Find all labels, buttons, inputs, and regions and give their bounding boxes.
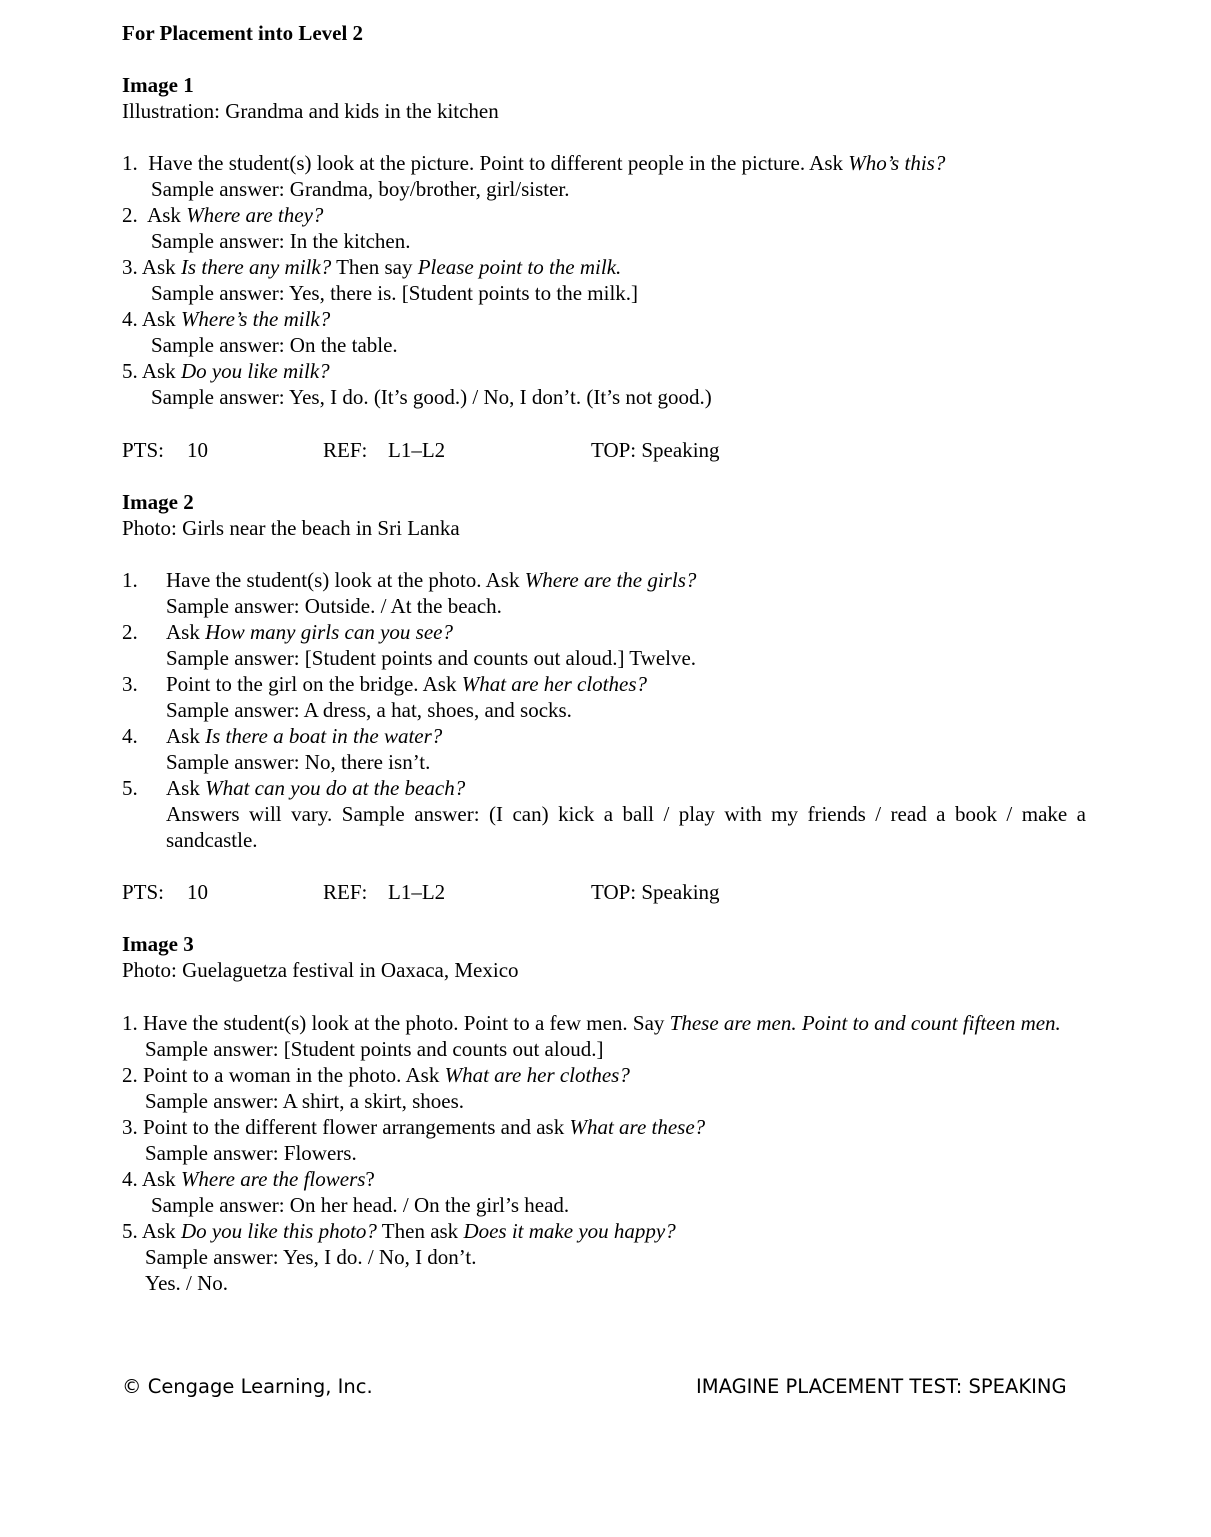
sample-answer: Sample answer: On her head. / On the girl’s head. <box>151 1193 570 1217</box>
sample-answer: Sample answer: Yes, I do. (It’s good.) / No, I don’t. (It’s not good.) <box>151 385 712 409</box>
pts-value: 10 <box>187 438 208 462</box>
list-item: 4. Ask Where’s the milk? <box>122 307 331 331</box>
sample-answer: Sample answer: Yes, there is. [Student points to the milk.] <box>151 281 639 305</box>
image1-questions <box>122 150 1086 410</box>
list-item: 4. Ask Where are the flowers? <box>122 1167 375 1191</box>
image1-title: Image 1 <box>122 73 194 97</box>
image2-title: Image 2 <box>122 490 194 514</box>
image2-section <box>122 489 1086 541</box>
list-item: 1. Have the student(s) look at the photo. Point to a few men. Say These are men. Point to and count fifteen men. <box>122 1011 1061 1035</box>
list-item: 3. Point to the different flower arrangements and ask What are these? <box>122 1115 706 1139</box>
list-item: 2. Point to a woman in the photo. Ask What are her clothes? <box>122 1063 630 1087</box>
list-item: 2. Ask Where are they? <box>122 203 324 227</box>
ref-label: REF: <box>323 880 368 904</box>
sample-answer: Sample answer: No, there isn’t. <box>166 750 431 774</box>
image2-meta <box>122 879 1086 905</box>
image3-caption: Photo: Guelaguetza festival in Oaxaca, Mexico <box>122 958 519 982</box>
list-item: 3. Point to the girl on the bridge. Ask What are her clothes? <box>122 672 648 696</box>
sample-answer: Answers will vary. Sample answer: (I can) kick a ball / play with my friends / read a book / make a sandcastle. <box>166 802 1086 852</box>
footer-title: IMAGINE PLACEMENT TEST: SPEAKING <box>696 1375 1067 1398</box>
image1-meta <box>122 437 1086 463</box>
pts-value: 10 <box>187 880 208 904</box>
footer-copyright: © Cengage Learning, Inc. <box>122 1375 373 1398</box>
sample-answer: Sample answer: [Student points and counts out aloud.] <box>145 1037 604 1061</box>
sample-answer: Sample answer: A shirt, a skirt, shoes. <box>145 1089 465 1113</box>
list-item: 3. Ask Is there any milk? Then say Please point to the milk. <box>122 255 622 279</box>
topic-label: TOP: Speaking <box>591 438 720 462</box>
ref-value: L1–L2 <box>388 438 446 462</box>
list-item: 1. Have the student(s) look at the photo. Ask Where are the girls? <box>122 568 697 592</box>
page-header: For Placement into Level 2 <box>122 21 364 45</box>
image2-caption: Photo: Girls near the beach in Sri Lanka <box>122 516 460 540</box>
image3-section <box>122 931 1086 983</box>
sample-answer: Sample answer: Yes, I do. / No, I don’t. <box>145 1245 477 1269</box>
image3-title: Image 3 <box>122 932 194 956</box>
ref-value: L1–L2 <box>388 880 446 904</box>
pts-label: PTS: <box>122 438 165 462</box>
pts-label: PTS: <box>122 880 165 904</box>
list-item: 5. Ask What can you do at the beach? <box>122 776 466 800</box>
sample-answer: Sample answer: In the kitchen. <box>151 229 411 253</box>
sample-answer: Sample answer: A dress, a hat, shoes, and socks. <box>166 698 572 722</box>
sample-answer: Sample answer: Flowers. <box>145 1141 357 1165</box>
list-item: 5. Ask Do you like this photo? Then ask Does it make you happy? <box>122 1219 676 1243</box>
sample-answer: Sample answer: Outside. / At the beach. <box>166 594 502 618</box>
sample-answer: Sample answer: Grandma, boy/brother, girl/sister. <box>151 177 570 201</box>
topic-label: TOP: Speaking <box>591 880 720 904</box>
list-item: 1. Have the student(s) look at the picture. Point to different people in the picture. Ask Who’s this? <box>122 151 946 175</box>
sample-answer-2: Yes. / No. <box>145 1271 229 1295</box>
image2-questions <box>122 567 1086 853</box>
image1-caption: Illustration: Grandma and kids in the kitchen <box>122 99 499 123</box>
sample-answer: Sample answer: [Student points and counts out aloud.] Twelve. <box>166 646 697 670</box>
image3-questions <box>122 1010 1086 1296</box>
sample-answer: Sample answer: On the table. <box>151 333 398 357</box>
ref-label: REF: <box>323 438 368 462</box>
list-item: 5. Ask Do you like milk? <box>122 359 330 383</box>
image1-section <box>122 72 1086 124</box>
list-item: 2. Ask How many girls can you see? <box>122 620 453 644</box>
list-item: 4. Ask Is there a boat in the water? <box>122 724 443 748</box>
